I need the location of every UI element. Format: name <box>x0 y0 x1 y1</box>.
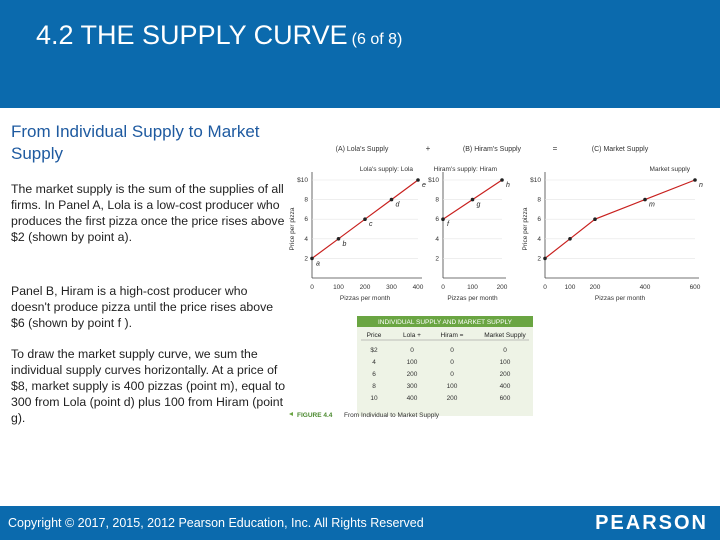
supply-point <box>543 257 547 261</box>
table-header-cell: Price <box>366 332 382 339</box>
y-tick-label: 8 <box>304 196 308 204</box>
table-cell: 200 <box>446 395 458 402</box>
point-label: c <box>369 221 373 229</box>
point-label: d <box>395 201 400 209</box>
supply-point <box>500 178 504 182</box>
y-tick-label: 6 <box>304 216 308 224</box>
x-tick-label: 300 <box>386 284 397 291</box>
supply-point <box>310 257 314 261</box>
y-tick-label: 2 <box>435 255 439 263</box>
table-cell: $2 <box>370 347 378 354</box>
figure-caption: From Individual to Market Supply <box>344 412 440 419</box>
x-axis-label: Pizzas per month <box>339 295 391 302</box>
y-tick-label: 2 <box>537 255 541 263</box>
x-tick-label: 600 <box>689 284 701 291</box>
slide-title-text: 4.2 THE SUPPLY CURVE <box>36 20 348 50</box>
supply-point <box>471 198 475 202</box>
table-cell: 100 <box>446 383 458 390</box>
y-tick-label: 6 <box>435 216 439 224</box>
paragraph-horizontal-sum: To draw the market supply curve, we sum the individual supply curves horizontally. At a price of $8, market supply is 400 pizzas (point m), equal to 300 from Lola (point d) plus 100 from Hiram (point g). <box>11 347 286 425</box>
y-axis-label: Price per pizza <box>522 207 529 251</box>
pearson-logo: PEARSON <box>595 512 708 534</box>
point-label: e <box>422 182 426 189</box>
section-heading: From Individual Supply to Market Supply <box>11 122 260 163</box>
table-cell: 8 <box>372 383 376 390</box>
y-tick-label: 4 <box>304 235 308 243</box>
table-cell: 200 <box>499 371 511 378</box>
supply-point <box>363 217 367 221</box>
supply-point <box>643 198 647 202</box>
point-label: h <box>506 182 510 189</box>
table-cell: 600 <box>499 395 511 402</box>
table-cell: 100 <box>406 359 418 366</box>
x-axis-label: Pizzas per month <box>447 295 498 302</box>
table-cell: 0 <box>450 371 454 378</box>
panel-title: (A) Lola's Supply <box>335 146 389 153</box>
paragraph-panel-b: Panel B, Hiram is a high-cost producer who doesn't produce pizza until the price rises above $6 (shown by point f ). <box>11 284 274 330</box>
point-label: b <box>342 240 347 248</box>
supply-curve-label: Market supply <box>649 166 690 173</box>
table-title: INDIVIDUAL SUPPLY AND MARKET SUPPLY <box>377 319 513 326</box>
table-cell: 400 <box>499 383 511 390</box>
y-tick-label: 8 <box>435 196 439 204</box>
supply-point <box>416 178 420 182</box>
panel-title: (C) Market Supply <box>591 146 649 153</box>
table-header-cell: Market Supply <box>484 332 526 339</box>
supply-point <box>390 198 394 202</box>
table-cell: 0 <box>450 347 454 354</box>
x-tick-label: 0 <box>310 284 314 291</box>
copyright-text: Copyright © 2017, 2015, 2012 Pearson Education, Inc. All Rights Reserved <box>8 516 424 530</box>
x-tick-label: 100 <box>333 284 344 291</box>
caption-triangle-icon <box>289 412 293 416</box>
y-tick-label: 6 <box>537 216 541 224</box>
x-tick-label: 200 <box>496 284 508 291</box>
x-tick-label: 100 <box>564 284 576 291</box>
panel-operator-symbol: = <box>552 144 558 153</box>
table-cell: 0 <box>450 359 454 366</box>
table-header-cell: Lola + <box>403 332 421 339</box>
supply-point <box>693 178 697 182</box>
y-tick-label: 4 <box>537 235 541 243</box>
point-label: g <box>476 201 481 209</box>
point-label: a <box>316 260 320 268</box>
x-tick-label: 200 <box>589 284 601 291</box>
y-tick-label: 4 <box>435 235 439 243</box>
figure-number: FIGURE 4.4 <box>297 412 333 419</box>
table-cell: 6 <box>372 371 376 378</box>
panel-title: (B) Hiram's Supply <box>462 146 522 153</box>
table-cell: 4 <box>372 359 376 366</box>
supply-point <box>593 217 597 221</box>
paragraph-market-supply: The market supply is the sum of the supplies of all firms. In Panel A, Lola is a low-cost producer who produces the first pizza once the price rises above $2 (shown by point a). <box>11 182 285 244</box>
x-tick-label: 100 <box>467 284 478 291</box>
y-axis-label: Price per pizza <box>289 207 296 251</box>
point-label: f <box>447 221 449 229</box>
y-tick-label: 2 <box>304 255 308 263</box>
point-label: m <box>649 201 655 209</box>
table-cell: 0 <box>410 347 414 354</box>
supply-curve-label: Hiram's supply: Hiram <box>433 166 497 173</box>
y-tick-label: $10 <box>530 177 541 184</box>
y-tick-label: $10 <box>428 177 439 184</box>
x-tick-label: 200 <box>359 284 371 291</box>
point-label: n <box>699 182 703 189</box>
table-cell: 200 <box>406 371 418 378</box>
table-cell: 400 <box>406 395 418 402</box>
x-axis-label: Pizzas per month <box>594 295 646 302</box>
table-cell: 300 <box>406 383 418 390</box>
x-tick-label: 400 <box>412 284 424 291</box>
y-tick-label: 8 <box>537 196 541 204</box>
x-tick-label: 0 <box>543 284 547 291</box>
y-tick-label: $10 <box>297 177 308 184</box>
supply-point <box>441 217 445 221</box>
supply-point <box>568 237 572 241</box>
footer <box>0 506 720 540</box>
supply-point <box>337 237 341 241</box>
panel-operator-symbol: + <box>425 144 431 153</box>
slide-count: (6 of 8) <box>351 31 403 48</box>
x-tick-label: 400 <box>639 284 651 291</box>
table-cell: 10 <box>370 395 378 402</box>
supply-curve-label: Lola's supply: Lola <box>359 166 413 173</box>
x-tick-label: 0 <box>441 284 445 291</box>
table-cell: 100 <box>499 359 511 366</box>
table-header-cell: Hiram = <box>440 332 464 339</box>
table-cell: 0 <box>503 347 507 354</box>
